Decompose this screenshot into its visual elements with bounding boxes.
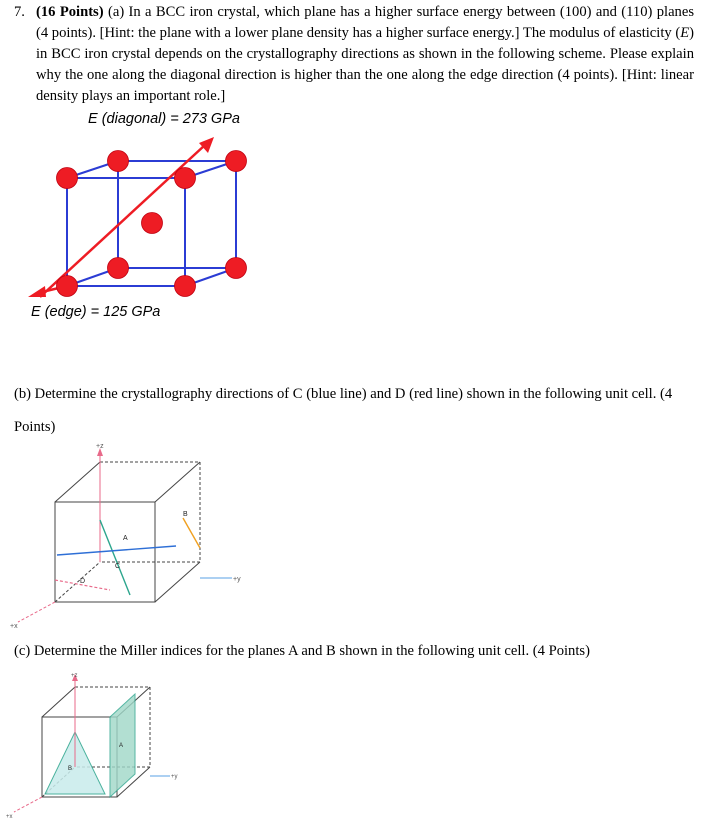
- atom: [175, 276, 196, 297]
- atom: [108, 151, 129, 172]
- diagonal-arrow-head: [199, 137, 214, 153]
- direction-b-line: [183, 518, 200, 548]
- x-axis: [18, 602, 55, 622]
- axis-y-label: +y: [171, 774, 178, 780]
- part-b-text: (b) Determine the crystallography directions of C (blue line) and D (red line) shown in the following unit cell. (4 Points): [14, 386, 673, 435]
- axis-z-label: +z: [71, 673, 78, 679]
- atom: [226, 151, 247, 172]
- modulus-symbol: E: [680, 25, 690, 41]
- label-b: B: [183, 511, 188, 518]
- label-b: B: [68, 766, 73, 772]
- edge-modulus-label: E (edge) = 125 GPa: [31, 304, 161, 320]
- label-a: A: [119, 743, 124, 749]
- diagonal-modulus-label: E (diagonal) = 273 GPa: [88, 111, 240, 127]
- label-a: A: [123, 535, 128, 542]
- axis-x-label: +x: [10, 623, 18, 630]
- axis-x-label: +x: [6, 814, 13, 820]
- question-points: (16 Points): [36, 4, 104, 20]
- edge-arrow-head: [28, 286, 46, 297]
- x-axis: [14, 797, 42, 812]
- part-c-text: (c) Determine the Miller indices for the planes A and B shown in the following unit cell. (4 Points): [14, 643, 590, 659]
- part-a-text-1: (a) In a BCC iron crystal, which plane has a higher surface energy between (100) and (110) planes (4 points). [Hint: the plane with a lower plane density has a higher surface energy.] The modulus of elasticity (: [36, 4, 694, 41]
- label-d: D: [80, 578, 86, 585]
- question-number: 7.: [14, 4, 25, 20]
- atom: [57, 168, 78, 189]
- atom: [108, 258, 129, 279]
- body-center-atom: [142, 213, 163, 234]
- label-c: C: [115, 563, 121, 570]
- direction-c-line: [57, 546, 176, 555]
- axis-y-label: +y: [233, 576, 241, 583]
- atom: [175, 168, 196, 189]
- part-a-text-2: ) in BCC iron crystal depends on the crystallography directions as shown in the following scheme. Please explain why the one along the diagonal direction is higher than the one along the edge direction (4 points). [Hint: linear density plays an important role.]: [36, 25, 694, 104]
- figure-b-unit-cell: [0, 440, 260, 630]
- atom: [226, 258, 247, 279]
- axis-z-label: +z: [96, 443, 104, 450]
- figure-c-unit-cell: [0, 672, 200, 825]
- direction-a-line: [100, 520, 130, 595]
- atom: [57, 276, 78, 297]
